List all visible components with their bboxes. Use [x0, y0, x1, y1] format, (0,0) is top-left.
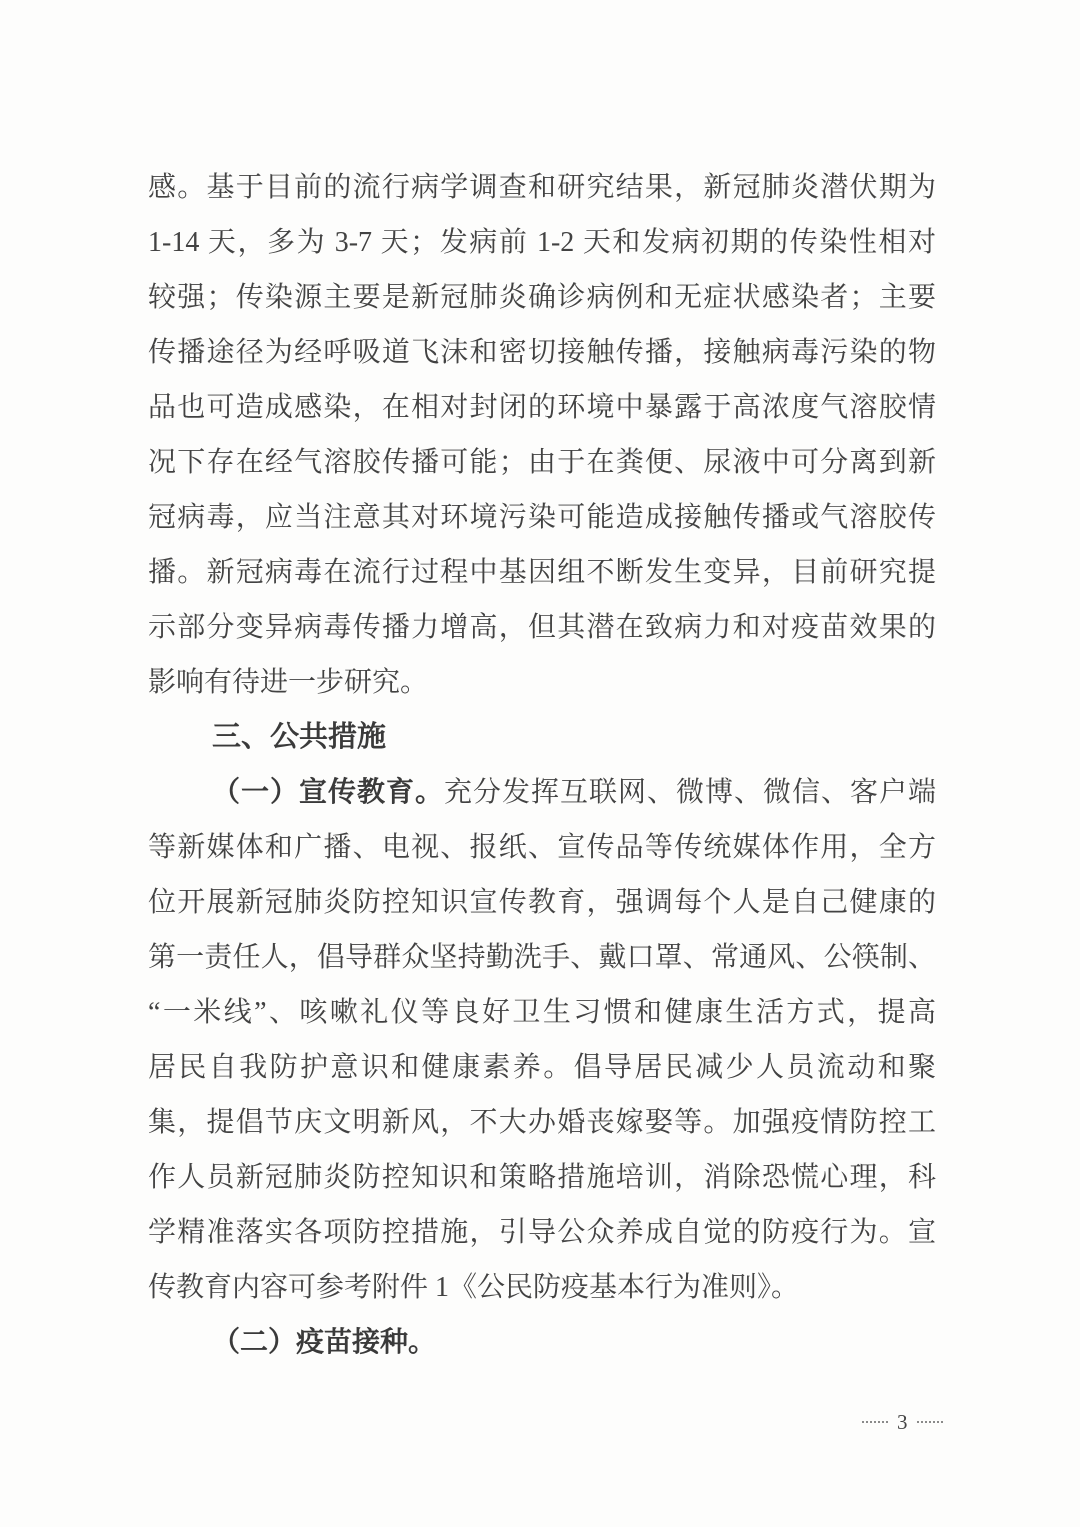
body-line: 较强；传染源主要是新冠肺炎确诊病例和无症状感染者；主要 [148, 282, 936, 313]
body-line: 示部分变异病毒传播力增高，但其潜在致病力和对疫苗效果的 [148, 612, 936, 643]
subsection-lead-1: （一）宣传教育。 [212, 777, 444, 808]
body-line: 感。基于目前的流行病学调查和研究结果，新冠肺炎潜伏期为 [148, 172, 936, 203]
body-line [148, 765, 936, 820]
body-line: 第一责任人，倡导群众坚持勤洗手、戴口罩、常通风、公筷制、 [148, 942, 936, 973]
footer-dots-right [917, 1421, 943, 1423]
body-text: 充分发挥互联网、微博、微信、客户端 [444, 777, 936, 808]
paragraph-publicity-education [148, 765, 936, 1315]
body-line: 作人员新冠肺炎防控知识和策略措施培训，消除恐慌心理，科 [148, 1162, 936, 1193]
body-line: 播。新冠病毒在流行过程中基因组不断发生变异，目前研究提 [148, 557, 936, 588]
body-line: 学精准落实各项防控措施，引导公众养成自觉的防疫行为。宣 [148, 1217, 936, 1248]
body-line: 集，提倡节庆文明新风，不大办婚丧嫁娶等。加强疫情防控工 [148, 1107, 936, 1138]
text-block [148, 160, 936, 1370]
body-line: 1-14 天，多为 3-7 天；发病前 1-2 天和发病初期的传染性相对 [148, 227, 936, 258]
body-line: 影响有待进一步研究。 [148, 667, 429, 698]
paragraph-epidemiology [148, 160, 936, 710]
page-number: 3 [897, 1410, 908, 1434]
body-line: 品也可造成感染，在相对封闭的环境中暴露于高浓度气溶胶情 [148, 392, 936, 423]
body-line: 冠病毒，应当注意其对环境污染可能造成接触传播或气溶胶传 [148, 502, 936, 533]
body-line: 等新媒体和广播、电视、报纸、宣传品等传统媒体作用，全方 [148, 832, 936, 863]
body-line: “一米线”、咳嗽礼仪等良好卫生习惯和健康生活方式，提高 [148, 997, 936, 1028]
body-line: 位开展新冠肺炎防控知识宣传教育，强调每个人是自己健康的 [148, 887, 936, 918]
body-line: 居民自我防护意识和健康素养。倡导居民减少人员流动和聚 [148, 1052, 936, 1083]
body-line: 传教育内容可参考附件 1《公民防疫基本行为准则》。 [148, 1272, 800, 1303]
section-heading-public-measures: 三、公共措施 [212, 721, 387, 753]
body-line: 传播途径为经呼吸道飞沫和密切接触传播，接触病毒污染的物 [148, 337, 936, 368]
footer-dots-left [862, 1421, 888, 1423]
subsection-lead-2: （二）疫苗接种。 [212, 1327, 437, 1358]
body-line: 况下存在经气溶胶传播可能；由于在粪便、尿液中可分离到新 [148, 447, 936, 478]
body-line [148, 1315, 936, 1370]
paragraph-vaccination [148, 1315, 936, 1370]
page-footer [862, 1410, 943, 1434]
